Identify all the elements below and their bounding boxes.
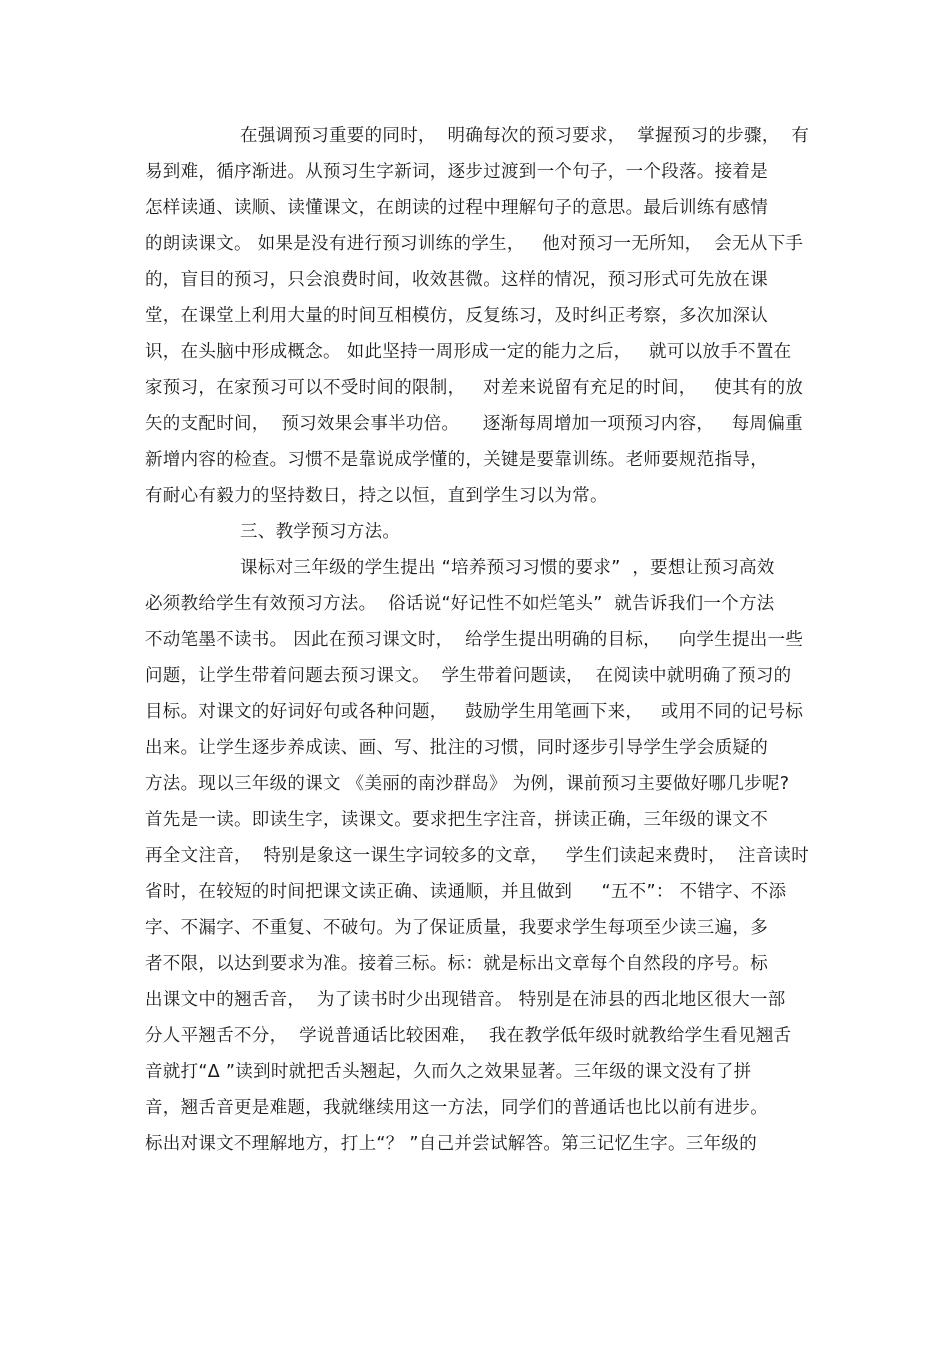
text-line: 在强调预习重要的同时， 明确每次的预习要求， 掌握预习的步骤， 有	[240, 126, 810, 146]
text-line: 字、不漏字、不重复、不破句。为了保证质量，我要求学生每项至少读三遍，多	[145, 918, 768, 938]
text-line: 标出对课文不理解地方，打上“？ ”自己并尝试解答。第三记忆生字。三年级的	[145, 1134, 757, 1154]
section-heading: 三、教学预习方法。	[240, 522, 401, 542]
text-line: 堂，在课堂上利用大量的时间互相模仿，反复练习，及时纠正考察，多次加深认	[145, 306, 768, 326]
text-line: 分人平翘舌不分， 学说普通话比较困难， 我在教学低年级时就教给学生看见翘舌	[145, 1026, 792, 1046]
text-line: 音，翘舌音更是难题，我就继续用这一方法，同学们的普通话也比以前有进步。	[145, 1098, 768, 1118]
text-line: 出课文中的翘舌音， 为了读书时少出现错音。 特别是在沛县的西北地区很大一部	[145, 990, 786, 1010]
text-line: 的，盲目的预习，只会浪费时间，收效甚微。这样的情况，预习形式可先放在课	[145, 270, 768, 290]
text-line: 省时，在较短的时间把课文读正确、读通顺，并且做到 “五不”： 不错字、不添	[145, 882, 787, 902]
text-line: 识，在头脑中形成概念。 如此坚持一周形成一定的能力之后， 就可以放手不置在	[145, 342, 792, 362]
text-line: 易到难，循序渐进。从预习生字新词，逐步过渡到一个句子，一个段落。接着是	[145, 162, 768, 182]
text-line: 再全文注音， 特别是象这一课生字词较多的文章， 学生们读起来费时， 注音读时	[145, 846, 810, 866]
text-line: 音就打“Δ ”读到时就把舌头翘起，久而久之效果显著。三年级的课文没有了拼	[145, 1062, 752, 1082]
text-line: 家预习，在家预习可以不受时间的限制， 对差来说留有充足的时间， 使其有的放	[145, 378, 804, 398]
text-line: 目标。对课文的好词好句或各种问题， 鼓励学生用笔画下来， 或用不同的记号标	[145, 702, 804, 722]
text-line: 问题，让学生带着问题去预习课文。 学生带着问题读， 在阅读中就明确了预习的	[145, 666, 792, 686]
text-line: 新增内容的检查。习惯不是靠说成学懂的，关键是要靠训练。老师要规范指导，	[145, 450, 768, 470]
text-line: 方法。现以三年级的课文 《美丽的南沙群岛》 为例，课前预习主要做好哪几步呢?	[145, 774, 790, 794]
text-line: 首先是一读。即读生字，读课文。要求把生字注音，拼读正确，三年级的课文不	[145, 810, 768, 830]
text-line: 出来。让学生逐步养成读、画、写、批注的习惯，同时逐步引导学生学会质疑的	[145, 738, 768, 758]
text-line: 必须教给学生有效预习方法。 俗话说“好记性不如烂笔头” 就告诉我们一个方法	[145, 594, 775, 614]
text-line: 不动笔墨不读书。 因此在预习课文时， 给学生提出明确的目标， 向学生提出一些	[145, 630, 804, 650]
text-line: 有耐心有毅力的坚持数日，持之以恒，直到学生习以为常。	[145, 486, 608, 506]
text-line: 怎样读通、读顺、读懂课文，在朗读的过程中理解句子的意思。最后训练有感情	[145, 198, 768, 218]
text-line: 课标对三年级的学生提出 “培养预习习惯的要求” ，要想让预习高效	[240, 558, 775, 578]
text-line: 矢的支配时间， 预习效果会事半功倍。 逐渐每周增加一项预习内容， 每周偏重	[145, 414, 803, 434]
text-line: 者不限，以达到要求为准。接着三标。标：就是标出文章每个自然段的序号。标	[145, 954, 768, 974]
text-line: 的朗读课文。 如果是没有进行预习训练的学生， 他对预习一无所知， 会无从下手	[145, 234, 804, 254]
